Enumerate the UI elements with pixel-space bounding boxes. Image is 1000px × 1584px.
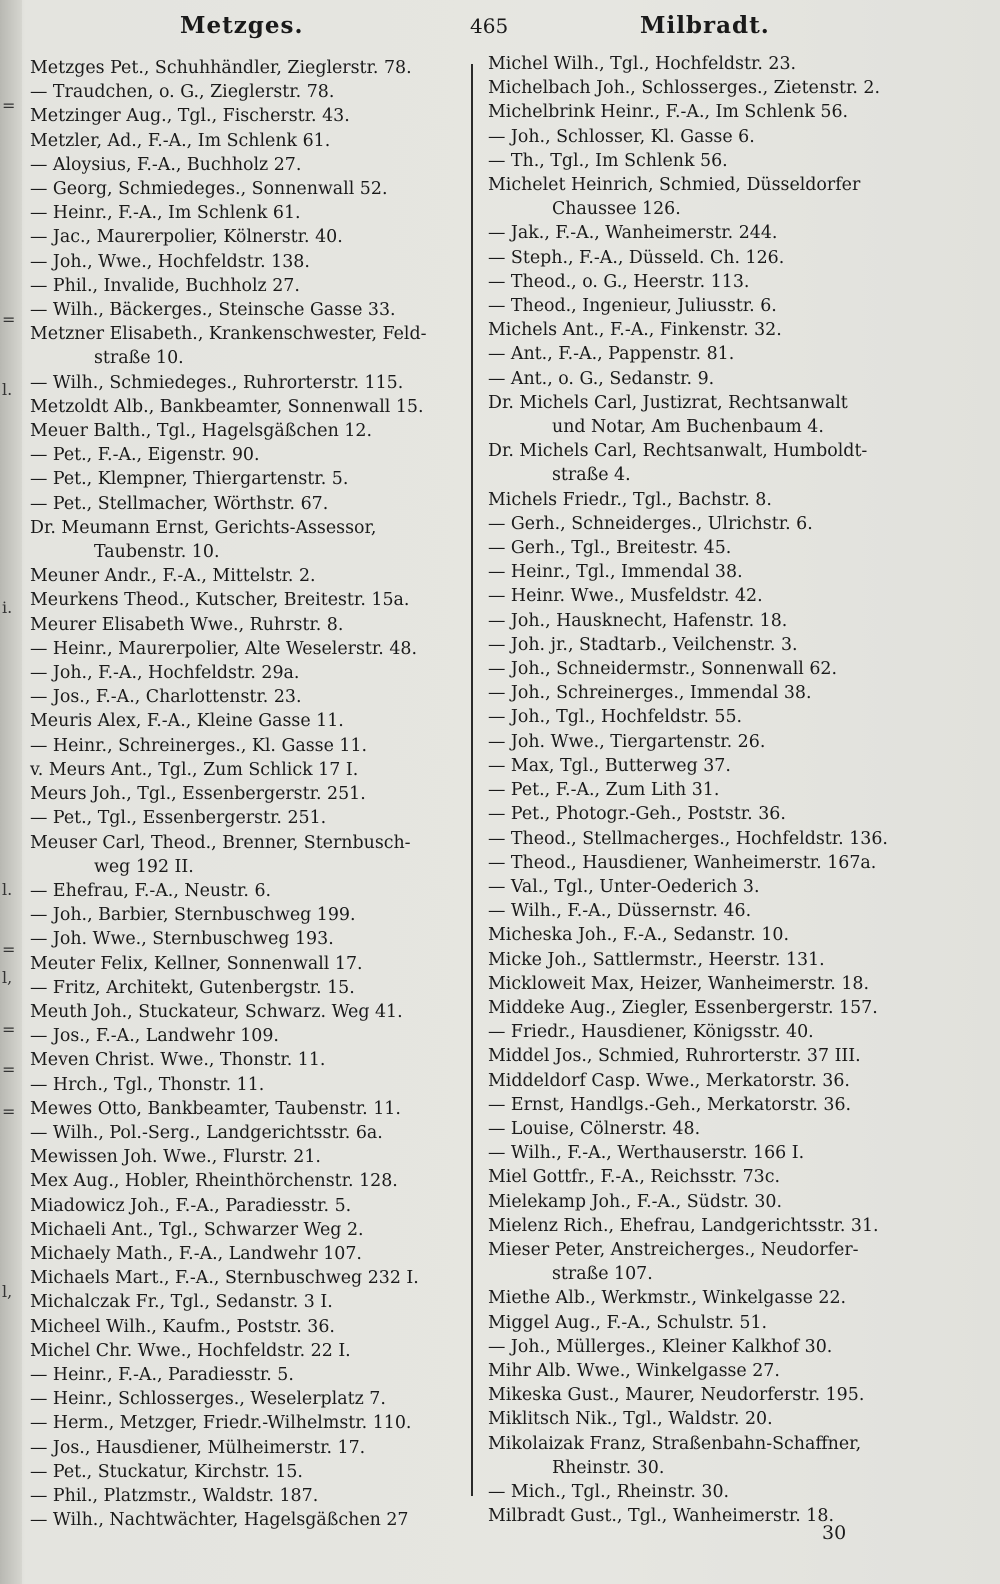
directory-entry: — Heinr., Schlosserges., Weselerplatz 7. (30, 1389, 386, 1410)
directory-entry: — Joh., Schreinerges., Immendal 38. (488, 683, 812, 704)
margin-mark: = (2, 1060, 16, 1079)
directory-entry: — Friedr., Hausdiener, Königsstr. 40. (488, 1022, 814, 1043)
directory-entry: Michel Chr. Wwe., Hochfeldstr. 22 I. (30, 1340, 351, 1361)
directory-entry: Middel Jos., Schmied, Ruhrorterstr. 37 III. (488, 1046, 861, 1067)
directory-entry: — Heinr., Schreinerges., Kl. Gasse 11. (30, 735, 368, 756)
directory-entry: — Fritz, Architekt, Gutenbergstr. 15. (30, 977, 355, 998)
directory-entry: straße 10. (94, 348, 184, 369)
directory-entry: — Georg, Schmiedeges., Sonnenwall 52. (30, 179, 388, 200)
directory-entry: — Joh., Barbier, Sternbuschweg 199. (30, 905, 356, 926)
directory-entry: Middeke Aug., Ziegler, Essenbergerstr. 157. (488, 997, 878, 1018)
directory-entry: Taubenstr. 10. (94, 542, 220, 563)
directory-entry: — Wilh., F.-A., Düssernstr. 46. (488, 901, 752, 922)
directory-entry: — Herm., Metzger, Friedr.-Wilhelmstr. 110. (30, 1413, 412, 1434)
directory-entry: Meuter Felix, Kellner, Sonnenwall 17. (30, 953, 363, 974)
directory-entry: Meuth Joh., Stuckateur, Schwarz. Weg 41. (30, 1001, 403, 1022)
directory-entry: — Jos., Hausdiener, Mülheimerstr. 17. (30, 1437, 366, 1458)
directory-entry: — Hrch., Tgl., Thonstr. 11. (30, 1074, 265, 1095)
left-column (30, 56, 470, 1532)
directory-entry: — Joh. jr., Stadtarb., Veilchenstr. 3. (488, 634, 798, 655)
directory-entry: — Phil., Platzmstr., Waldstr. 187. (30, 1485, 319, 1506)
directory-entry: — Heinr., F.-A., Im Schlenk 61. (30, 203, 301, 224)
directory-entry: — Wilh., Schmiedeges., Ruhrorterstr. 115. (30, 372, 404, 393)
directory-entry: Michelbach Joh., Schlosserges., Zietenstr. 2. (488, 78, 881, 99)
directory-entry: — Theod., o. G., Heerstr. 113. (488, 271, 750, 292)
directory-entry: — Ernst, Handlgs.-Geh., Merkatorstr. 36. (488, 1094, 852, 1115)
directory-entry: weg 192 II. (94, 856, 194, 877)
header-first-name: Metzges. (180, 12, 304, 39)
directory-entry: und Notar, Am Buchenbaum 4. (552, 417, 824, 438)
directory-entry: — Wilh., Nachtwächter, Hagelsgäßchen 27 (30, 1510, 409, 1531)
directory-entry: — Theod., Ingenieur, Juliusstr. 6. (488, 296, 777, 317)
directory-entry: Meurkens Theod., Kutscher, Breitestr. 15a. (30, 590, 410, 611)
directory-entry: Mex Aug., Hobler, Rheinthörchenstr. 128. (30, 1171, 398, 1192)
directory-entry: — Ehefrau, F.-A., Neustr. 6. (30, 880, 272, 901)
directory-entry: — Theod., Stellmacherges., Hochfeldstr. 136. (488, 828, 888, 849)
directory-entry: Mielekamp Joh., F.-A., Südstr. 30. (488, 1191, 782, 1212)
directory-entry: — Pet., F.-A., Zum Lith 31. (488, 780, 720, 801)
directory-entry: v. Meurs Ant., Tgl., Zum Schlick 17 I. (30, 759, 359, 780)
directory-entry: — Jak., F.-A., Wanheimerstr. 244. (488, 223, 778, 244)
page-header (30, 6, 970, 44)
directory-entry: Metzner Elisabeth., Krankenschwester, Feld- (30, 324, 427, 345)
directory-entry: Mikolaizak Franz, Straßenbahn-Schaffner, (488, 1433, 862, 1454)
directory-entry: — Pet., Stuckatur, Kirchstr. 15. (30, 1461, 303, 1482)
directory-entry: — Joh., F.-A., Hochfeldstr. 29a. (30, 663, 300, 684)
margin-mark: = (2, 310, 16, 329)
directory-entry: Mielenz Rich., Ehefrau, Landgerichtsstr. 31. (488, 1215, 879, 1236)
directory-entry: Rheinstr. 30. (552, 1457, 665, 1478)
directory-entry: — Val., Tgl., Unter-Oederich 3. (488, 876, 760, 897)
directory-entry: Miggel Aug., F.-A., Schulstr. 51. (488, 1312, 768, 1333)
directory-entry: Michaels Mart., F.-A., Sternbuschweg 232 I. (30, 1268, 419, 1289)
directory-entry: Miel Gottfr., F.-A., Reichsstr. 73c. (488, 1167, 780, 1188)
directory-entry: — Joh., Müllerges., Kleiner Kalkhof 30. (488, 1336, 833, 1357)
directory-entry: Miklitsch Nik., Tgl., Waldstr. 20. (488, 1409, 773, 1430)
directory-entry: — Louise, Cölnerstr. 48. (488, 1118, 701, 1139)
directory-entry: Dr. Michels Carl, Justizrat, Rechtsanwalt (488, 392, 848, 413)
directory-entry: Meuner Andr., F.-A., Mittelstr. 2. (30, 566, 316, 587)
directory-entry: — Pet., Stellmacher, Wörthstr. 67. (30, 493, 329, 514)
directory-entry: Micheska Joh., F.-A., Sedanstr. 10. (488, 925, 790, 946)
directory-entry: — Wilh., Bäckerges., Steinsche Gasse 33. (30, 300, 396, 321)
book-spine-shadow (0, 0, 22, 1584)
margin-mark: i. (2, 598, 13, 617)
directory-entry: — Max, Tgl., Butterweg 37. (488, 755, 731, 776)
directory-entry: Middeldorf Casp. Wwe., Merkatorstr. 36. (488, 1070, 850, 1091)
directory-entry: — Pet., Photogr.-Geh., Poststr. 36. (488, 804, 786, 825)
margin-mark: = (2, 1020, 16, 1039)
directory-entry: straße 107. (552, 1264, 653, 1285)
directory-entry: Meuris Alex, F.-A., Kleine Gasse 11. (30, 711, 344, 732)
page-number: 465 (470, 14, 509, 38)
directory-entry: Micheel Wilh., Kaufm., Poststr. 36. (30, 1316, 335, 1337)
directory-entry: Mieser Peter, Anstreicherges., Neudorfer- (488, 1239, 859, 1260)
directory-entry: — Ant., o. G., Sedanstr. 9. (488, 368, 715, 389)
directory-entry: Miethe Alb., Werkmstr., Winkelgasse 22. (488, 1288, 847, 1309)
margin-mark: = (2, 1102, 16, 1121)
right-column (488, 52, 938, 1528)
directory-entry: — Heinr. Wwe., Musfeldstr. 42. (488, 586, 763, 607)
directory-entry: Michelet Heinrich, Schmied, Düsseldorfer (488, 175, 861, 196)
directory-entry: — Wilh., F.-A., Werthauserstr. 166 I. (488, 1143, 805, 1164)
directory-entry: — Gerh., Schneiderges., Ulrichstr. 6. (488, 513, 813, 534)
directory-entry: — Heinr., Tgl., Immendal 38. (488, 562, 743, 583)
directory-entry: Meuser Carl, Theod., Brenner, Sternbusch- (30, 832, 411, 853)
directory-entry: — Gerh., Tgl., Breitestr. 45. (488, 538, 732, 559)
directory-entry: Metzoldt Alb., Bankbeamter, Sonnenwall 15. (30, 396, 424, 417)
directory-entry: Michaely Math., F.-A., Landwehr 107. (30, 1243, 362, 1264)
directory-entry: — Joh., Schneidermstr., Sonnenwall 62. (488, 659, 838, 680)
margin-mark: l. (2, 880, 13, 899)
directory-entry: — Aloysius, F.-A., Buchholz 27. (30, 154, 302, 175)
directory-entry: — Theod., Hausdiener, Wanheimerstr. 167a. (488, 852, 877, 873)
directory-entry: — Heinr., F.-A., Paradiesstr. 5. (30, 1364, 294, 1385)
directory-entry: Michalczak Fr., Tgl., Sedanstr. 3 I. (30, 1292, 333, 1313)
directory-entry: — Joh. Wwe., Tiergartenstr. 26. (488, 731, 766, 752)
margin-mark: = (2, 940, 16, 959)
directory-entry: Metzinger Aug., Tgl., Fischerstr. 43. (30, 106, 350, 127)
directory-entry: — Joh., Hausknecht, Hafenstr. 18. (488, 610, 788, 631)
directory-entry: Michelbrink Heinr., F.-A., Im Schlenk 56. (488, 102, 849, 123)
header-last-name: Milbradt. (640, 12, 770, 39)
directory-entry: — Jos., F.-A., Landwehr 109. (30, 1026, 279, 1047)
directory-entry: Metzler, Ad., F.-A., Im Schlenk 61. (30, 130, 331, 151)
directory-entry: Milbradt Gust., Tgl., Wanheimerstr. 18. (488, 1506, 834, 1527)
directory-entry: Mikeska Gust., Maurer, Neudorferstr. 195. (488, 1385, 865, 1406)
signature-mark: 30 (822, 1522, 847, 1544)
margin-mark: = (2, 96, 16, 115)
directory-entry: Micke Joh., Sattlermstr., Heerstr. 131. (488, 949, 825, 970)
directory-entry: — Jac., Maurerpolier, Kölnerstr. 40. (30, 227, 343, 248)
column-divider (471, 64, 473, 1496)
directory-entry: Mickloweit Max, Heizer, Wanheimerstr. 18. (488, 973, 870, 994)
directory-entry: straße 4. (552, 465, 631, 486)
directory-entry: Metzges Pet., Schuhhändler, Zieglerstr. 78. (30, 58, 412, 78)
directory-entry: — Heinr., Maurerpolier, Alte Weselerstr. 48. (30, 638, 417, 659)
margin-mark: l, (2, 1282, 13, 1301)
directory-entry: — Joh. Wwe., Sternbuschweg 193. (30, 929, 334, 950)
directory-entry: — Joh., Tgl., Hochfeldstr. 55. (488, 707, 743, 728)
directory-entry: Miadowicz Joh., F.-A., Paradiesstr. 5. (30, 1195, 352, 1216)
directory-entry: Mewissen Joh. Wwe., Flurstr. 21. (30, 1147, 321, 1168)
directory-entry: — Th., Tgl., Im Schlenk 56. (488, 150, 728, 171)
directory-entry: — Jos., F.-A., Charlottenstr. 23. (30, 687, 302, 708)
directory-entry: Michels Friedr., Tgl., Bachstr. 8. (488, 489, 772, 510)
directory-entry: — Steph., F.-A., Düsseld. Ch. 126. (488, 247, 785, 268)
directory-entry: — Mich., Tgl., Rheinstr. 30. (488, 1481, 730, 1502)
margin-mark: l, (2, 968, 13, 987)
directory-entry: Meurs Joh., Tgl., Essenbergerstr. 251. (30, 784, 366, 805)
directory-entry: Chaussee 126. (552, 199, 681, 220)
directory-entry: Michaeli Ant., Tgl., Schwarzer Weg 2. (30, 1219, 364, 1240)
directory-entry: — Pet., Tgl., Essenbergerstr. 251. (30, 808, 327, 829)
directory-entry: Michels Ant., F.-A., Finkenstr. 32. (488, 320, 782, 341)
directory-entry: — Ant., F.-A., Pappenstr. 81. (488, 344, 735, 365)
directory-entry: Mihr Alb. Wwe., Winkelgasse 27. (488, 1360, 780, 1381)
directory-entry: Dr. Michels Carl, Rechtsanwalt, Humboldt- (488, 441, 868, 462)
directory-entry: Mewes Otto, Bankbeamter, Taubenstr. 11. (30, 1098, 401, 1119)
directory-entry: — Traudchen, o. G., Zieglerstr. 78. (30, 82, 335, 103)
directory-entry: Dr. Meumann Ernst, Gerichts-Assessor, (30, 517, 377, 538)
directory-entry: Meurer Elisabeth Wwe., Ruhrstr. 8. (30, 614, 344, 635)
directory-entry: — Joh., Wwe., Hochfeldstr. 138. (30, 251, 310, 272)
directory-entry: — Pet., F.-A., Eigenstr. 90. (30, 445, 260, 466)
directory-entry: Michel Wilh., Tgl., Hochfeldstr. 23. (488, 54, 797, 74)
directory-entry: Meven Christ. Wwe., Thonstr. 11. (30, 1050, 326, 1071)
directory-entry: — Joh., Schlosser, Kl. Gasse 6. (488, 126, 755, 147)
directory-entry: Meuer Balth., Tgl., Hagelsgäßchen 12. (30, 421, 372, 442)
directory-entry: — Phil., Invalide, Buchholz 27. (30, 275, 300, 296)
margin-mark: l. (2, 380, 13, 399)
directory-entry: — Wilh., Pol.-Serg., Landgerichtsstr. 6a. (30, 1122, 383, 1143)
directory-entry: — Pet., Klempner, Thiergartenstr. 5. (30, 469, 349, 490)
